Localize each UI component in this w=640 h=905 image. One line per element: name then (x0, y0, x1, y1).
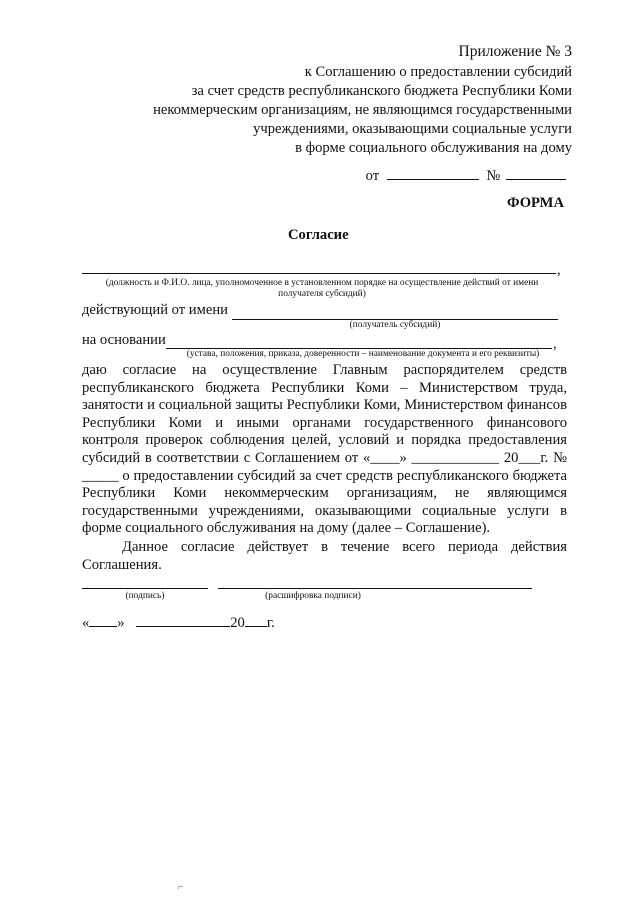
open-quote: « (82, 615, 90, 631)
scan-mark: ⌐ (178, 882, 184, 893)
recipient-caption: (получатель субсидий) (349, 320, 441, 330)
number-label: № (486, 168, 501, 184)
annex-header (132, 42, 572, 158)
from-label: от (365, 168, 380, 184)
decoding-caption: (расшифровка подписи) (265, 591, 361, 601)
person-caption-line: получателя субсидий) (278, 289, 366, 299)
header-line: за счет средств республиканского бюджета Республики Коми (191, 83, 572, 99)
annex-number: Приложение № 3 (458, 43, 572, 60)
person-caption (82, 278, 562, 300)
basis-label: на основании (82, 332, 166, 348)
validity-paragraph: Данное согласие действует в течение всего периода действия Соглашения. (82, 538, 567, 573)
agreement-date-number-line (366, 165, 566, 185)
month-field[interactable] (136, 612, 230, 627)
person-caption-line: (должность и Ф.И.О. лица, уполномоченное в установленном порядке на осуществление действий от имени (105, 278, 539, 288)
close-quote: » (117, 615, 125, 631)
year-prefix: 20 (230, 615, 245, 631)
document-title: Согласие (288, 227, 349, 243)
person-comma: , (557, 262, 561, 278)
acting-label: действующий от имени (82, 302, 228, 318)
form-label: ФОРМА (506, 195, 564, 211)
signature-decoding-field[interactable] (218, 587, 532, 589)
header-line: учреждениями, оказывающими социальные услуги (253, 121, 572, 137)
header-line: некоммерческим организациям, не являющимся государственными (153, 102, 572, 118)
agreement-number-field[interactable] (506, 165, 566, 180)
year-suffix: г. (266, 615, 275, 631)
day-field[interactable] (89, 612, 117, 627)
signature-field[interactable] (82, 587, 208, 589)
signature-caption: (подпись) (125, 591, 165, 601)
basis-comma: , (553, 336, 557, 352)
header-line: к Соглашению о предоставлении субсидий (304, 64, 572, 80)
signing-date-line (82, 612, 275, 632)
header-line: в форме социального обслуживания на дому (295, 140, 572, 156)
year-field[interactable] (245, 612, 267, 627)
basis-caption: (устава, положения, приказа, доверенности – наименование документа и его реквизиты) (186, 349, 540, 359)
agreement-date-field[interactable] (387, 165, 479, 180)
person-name-field[interactable] (82, 272, 556, 274)
consent-body (82, 362, 567, 574)
consent-paragraph: даю согласие на осуществление Главным распорядителем средств республиканского бюджета Республики Коми – Министерством труда, занятости и социальной защиты Республики Коми, Министерством финансов Республики Коми и иными органами государственного финансового контроля проверок соблюдения целей, условий и порядка предоставления субсидий в соответствии с Соглашением от «____» ____________ 20___г. № _____ о предоставлении субсидий за счет средств республиканского бюджета Республики Коми некоммерческим организациям, не являющимся государственными учреждениями, оказывающими социальные услуги в форме социального обслуживания на дому (далее – Соглашение). (82, 362, 567, 537)
